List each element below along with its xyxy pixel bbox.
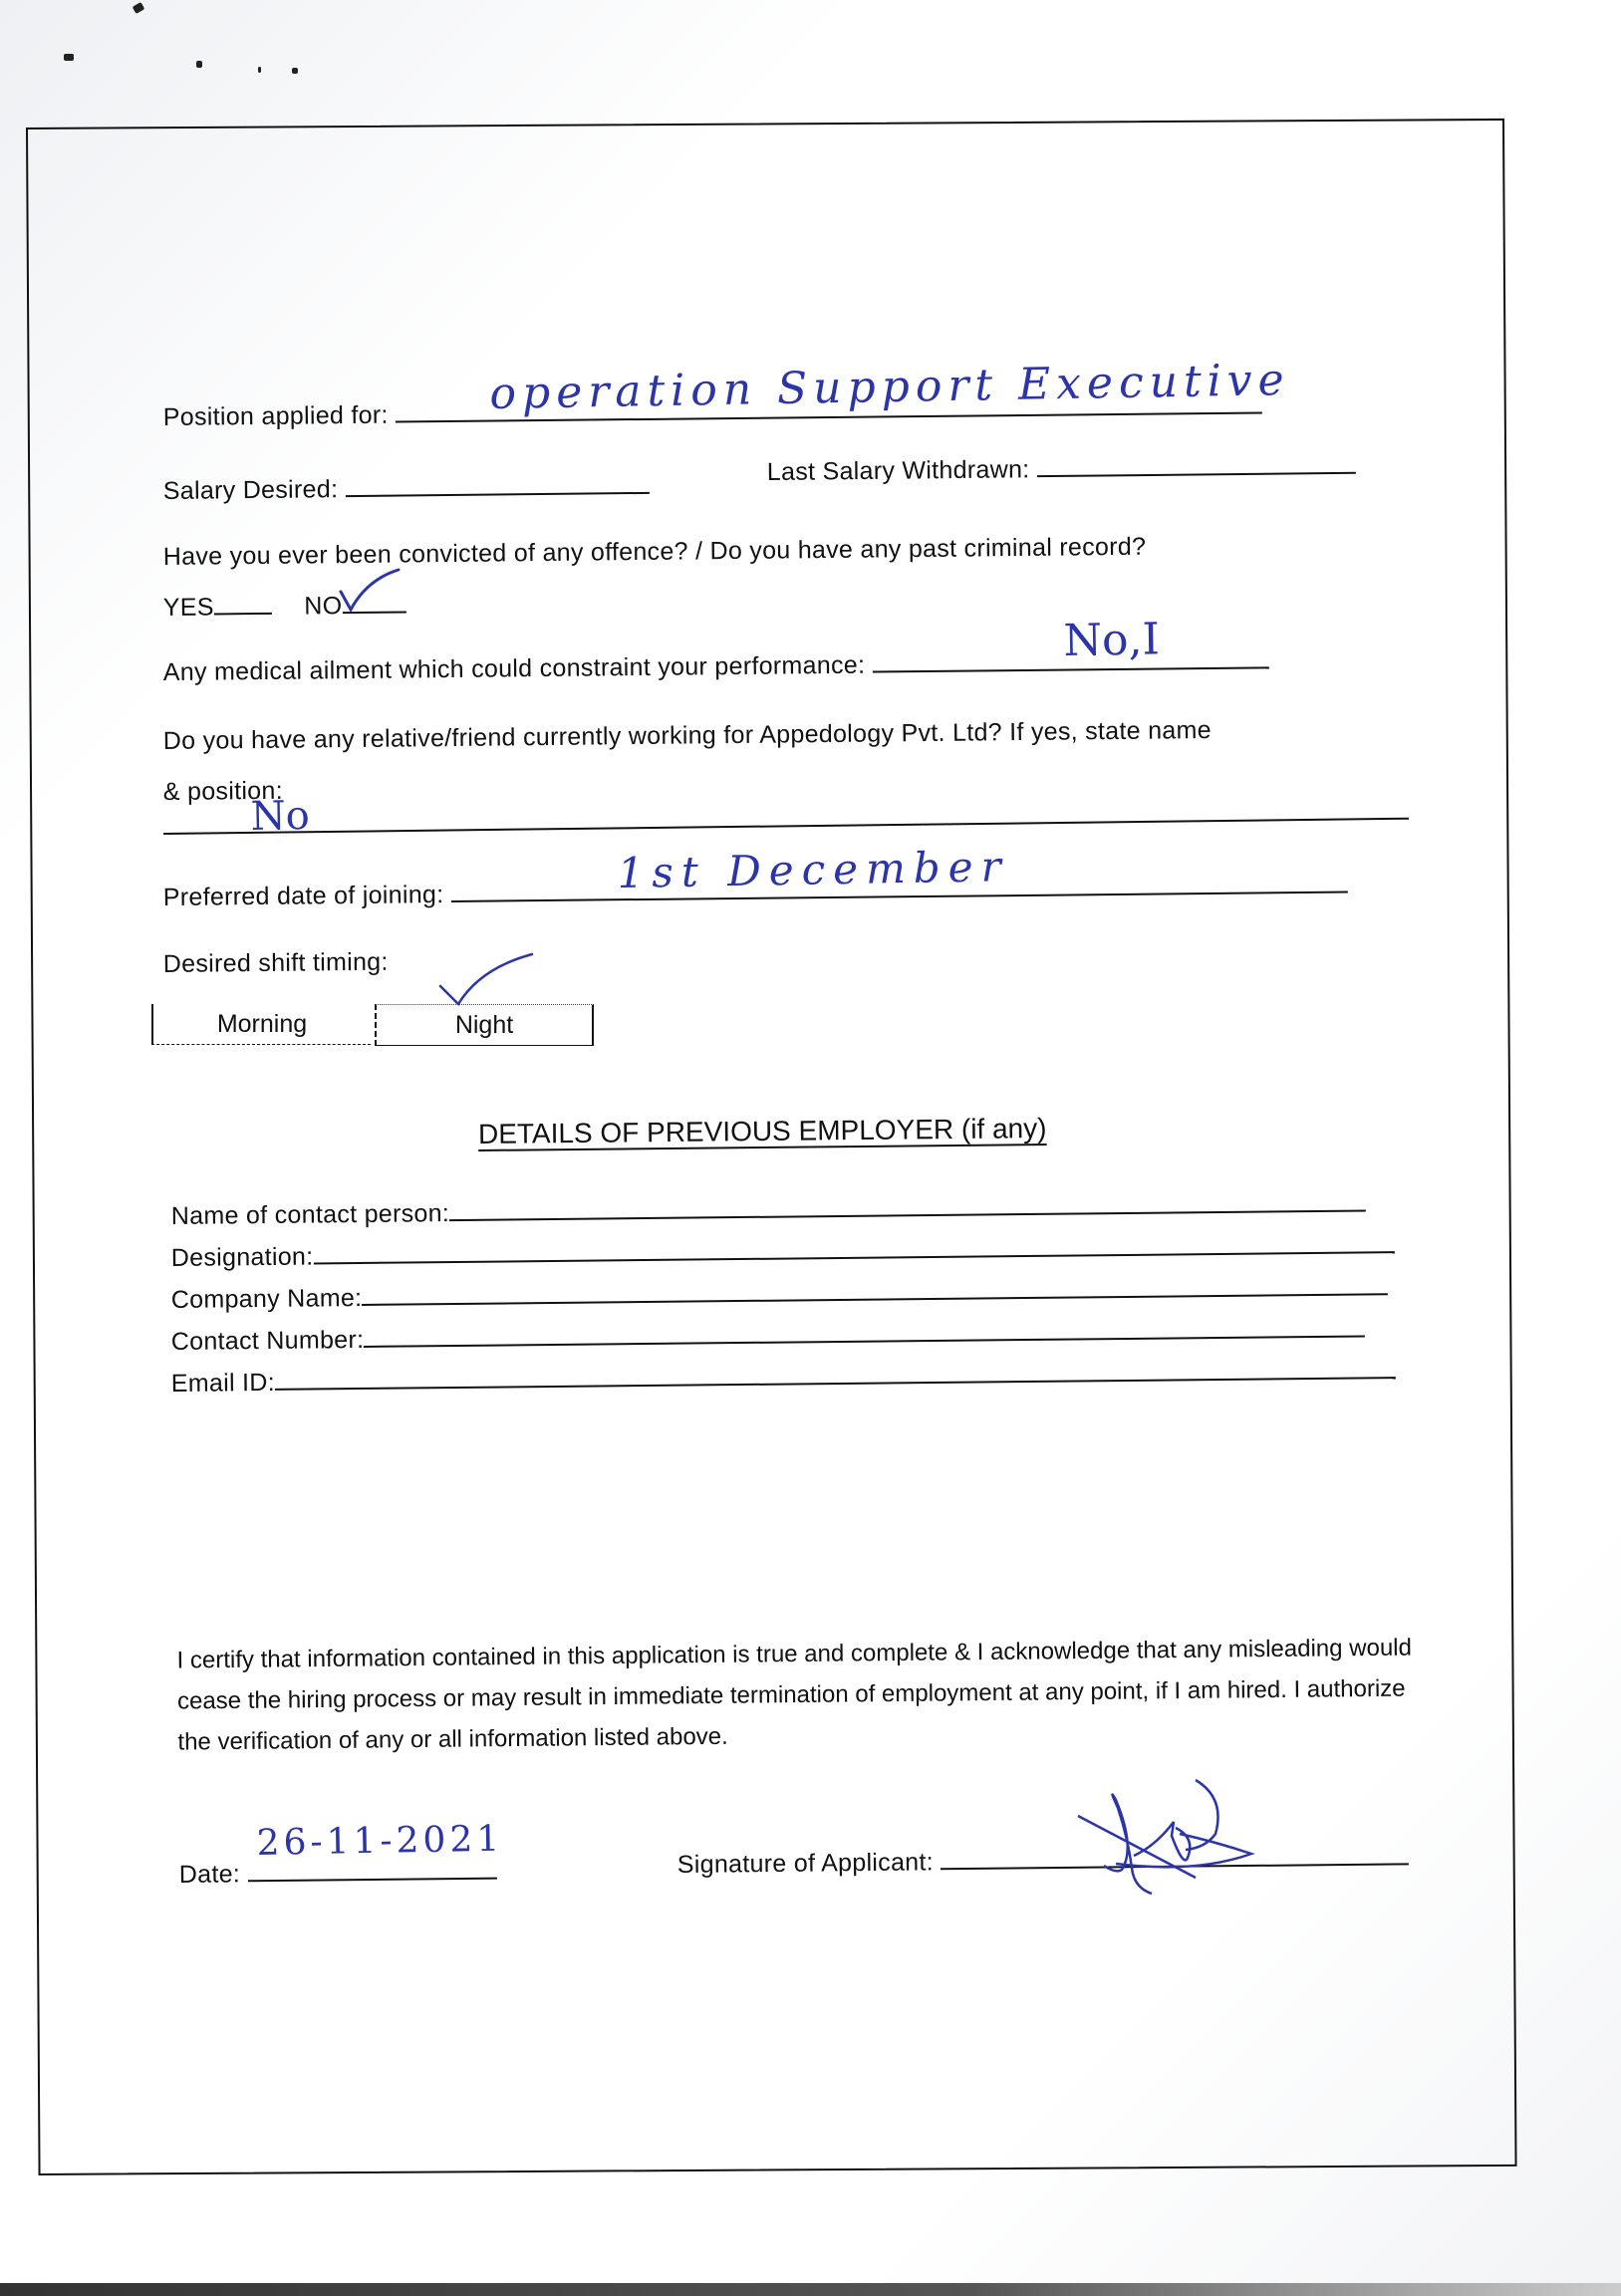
salary-desired-row — [163, 472, 650, 506]
signature-label: Signature of Applicant: — [676, 1848, 935, 1879]
declaration-text: I certify that information contained in this application is true and complete & I acknowledge that any misleading would cease the hiring process or may result in immediate termination of employment at any point, if I am hired. I authorize the verification of any or all information listed above. — [176, 1634, 1413, 1756]
shift-option-night[interactable] — [375, 1004, 594, 1046]
last-salary-field[interactable] — [1037, 471, 1356, 477]
relative-value: No — [250, 792, 311, 840]
shift-option-morning-label: Morning — [216, 1009, 308, 1038]
relative-question-line1: Do you have any relative/friend currently working for Appedology Pvt. Ltd? If yes, state name — [162, 715, 1212, 756]
joining-value: 1st December — [617, 842, 1010, 897]
contact-number-label: Contact Number: — [170, 1325, 365, 1356]
salary-desired-label: Salary Desired: — [162, 475, 339, 506]
contact-number-field[interactable] — [364, 1334, 1365, 1348]
date-field[interactable] — [247, 1877, 496, 1883]
scan-speck — [292, 68, 298, 74]
shift-label: Desired shift timing: — [162, 947, 389, 979]
applicant-signature — [1076, 1778, 1265, 1898]
relative-question-line2: & position: — [162, 776, 284, 807]
contact-person-label: Name of contact person: — [170, 1199, 450, 1230]
salary-desired-field[interactable] — [346, 491, 650, 497]
night-checkmark-icon — [428, 948, 538, 1008]
date-value: 26-11-2021 — [256, 1818, 504, 1864]
scan-speck — [258, 67, 261, 73]
medical-value: No,I — [1063, 614, 1161, 666]
yes-field[interactable] — [214, 612, 272, 616]
joining-label: Preferred date of joining: — [162, 881, 444, 912]
medical-field[interactable] — [873, 665, 1269, 672]
contact-person-field[interactable] — [449, 1208, 1366, 1221]
yes-label: YES — [162, 593, 214, 623]
position-applied-value: operation Support Executive — [489, 354, 1291, 419]
no-checkmark-icon — [337, 566, 406, 616]
last-salary-row — [767, 452, 1356, 487]
previous-employer-heading: DETAILS OF PREVIOUS EMPLOYER (if any) — [477, 1113, 1047, 1149]
scan-speck — [196, 61, 202, 68]
shift-option-morning[interactable] — [151, 1004, 371, 1045]
email-label: Email ID: — [170, 1368, 276, 1398]
scan-speck — [64, 54, 74, 61]
last-salary-label: Last Salary Withdrawn: — [766, 455, 1030, 487]
scanner-edge — [0, 2283, 1621, 2296]
designation-label: Designation: — [170, 1242, 314, 1272]
position-applied-label: Position applied for: — [162, 400, 389, 432]
medical-label: Any medical ailment which could constraint your performance: — [162, 650, 866, 687]
no-label: NO — [304, 592, 343, 621]
shift-option-night-label: Night — [454, 1010, 514, 1039]
company-name-label: Company Name: — [170, 1283, 363, 1314]
criminal-question: Have you ever been convicted of any offence? / Do you have any past criminal record? — [162, 532, 1147, 572]
date-label: Date: — [178, 1860, 241, 1889]
